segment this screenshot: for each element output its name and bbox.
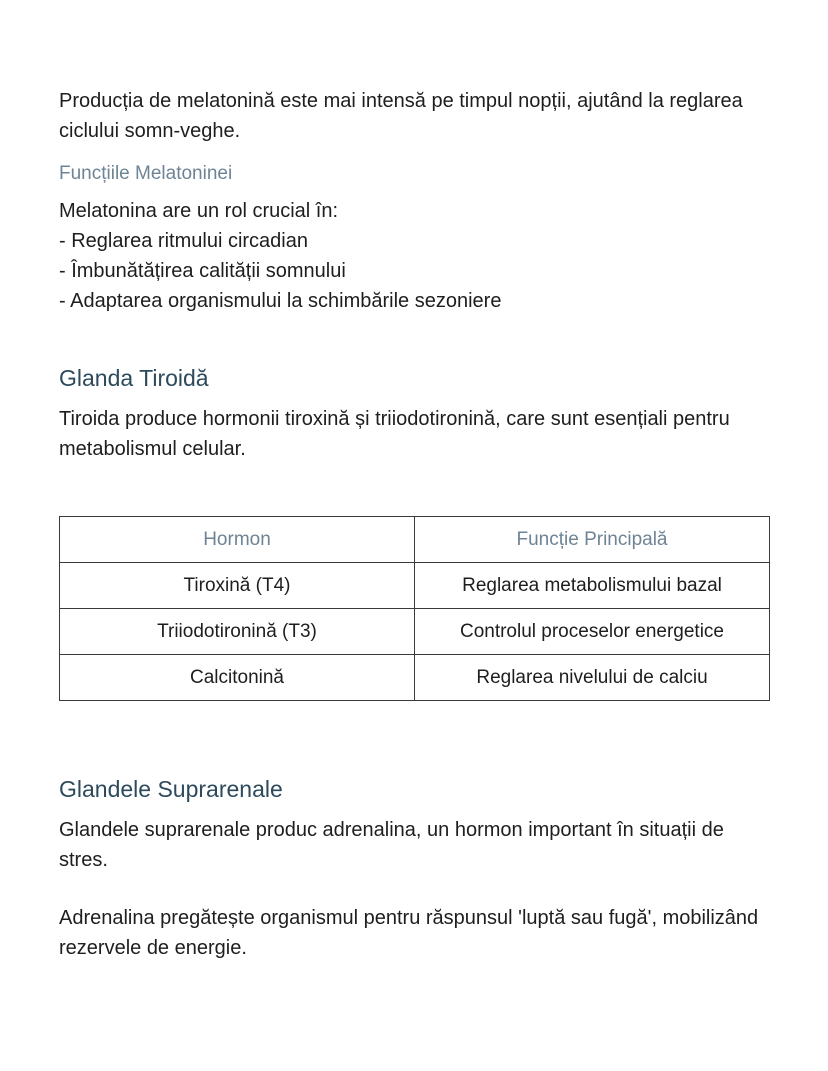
column-header-function: Funcție Principală	[415, 517, 770, 563]
document-page	[59, 86, 771, 963]
melatonin-lead-text: Melatonina are un rol crucial în:	[59, 200, 339, 222]
table-row	[60, 609, 770, 655]
table-cell: Tiroxină (T4)	[60, 563, 415, 609]
melatonin-functions-list	[59, 226, 771, 316]
intro-paragraph: Producția de melatonină este mai intensă pe timpul nopții, ajutând la reglarea ciclului somn-veghe.	[59, 90, 743, 142]
list-item: - Îmbunătățirea calității somnului	[59, 260, 346, 282]
adrenal-paragraph-2: Adrenalina pregătește organismul pentru răspunsul 'luptă sau fugă', mobilizând rezervele de energie.	[59, 907, 759, 959]
thyroid-heading: Glanda Tiroidă	[59, 365, 209, 391]
column-header-hormone: Hormon	[60, 517, 415, 563]
table-cell: Controlul proceselor energetice	[415, 609, 770, 655]
thyroid-paragraph: Tiroida produce hormonii tiroxină și triiodotironină, care sunt esențiali pentru metabolismul celular.	[59, 408, 730, 460]
adrenal-heading: Glandele Suprarenale	[59, 776, 283, 802]
thyroid-section	[59, 362, 771, 701]
adrenal-paragraph-1: Glandele suprarenale produc adrenalina, un hormon important în situații de stres.	[59, 819, 724, 871]
hormone-table	[59, 516, 770, 701]
paragraph-spacer	[59, 875, 771, 903]
adrenal-section	[59, 773, 771, 963]
list-item: - Reglarea ritmului circadian	[59, 230, 308, 252]
list-item: - Adaptarea organismului la schimbările sezoniere	[59, 290, 502, 312]
table-row	[60, 563, 770, 609]
table-cell: Triiodotironină (T3)	[60, 609, 415, 655]
melatonin-functions-heading: Funcțiile Melatoninei	[59, 163, 233, 184]
table-header-row	[60, 517, 770, 563]
table-cell: Reglarea nivelului de calciu	[415, 655, 770, 701]
table-row	[60, 655, 770, 701]
table-cell: Reglarea metabolismului bazal	[415, 563, 770, 609]
table-cell: Calcitonină	[60, 655, 415, 701]
